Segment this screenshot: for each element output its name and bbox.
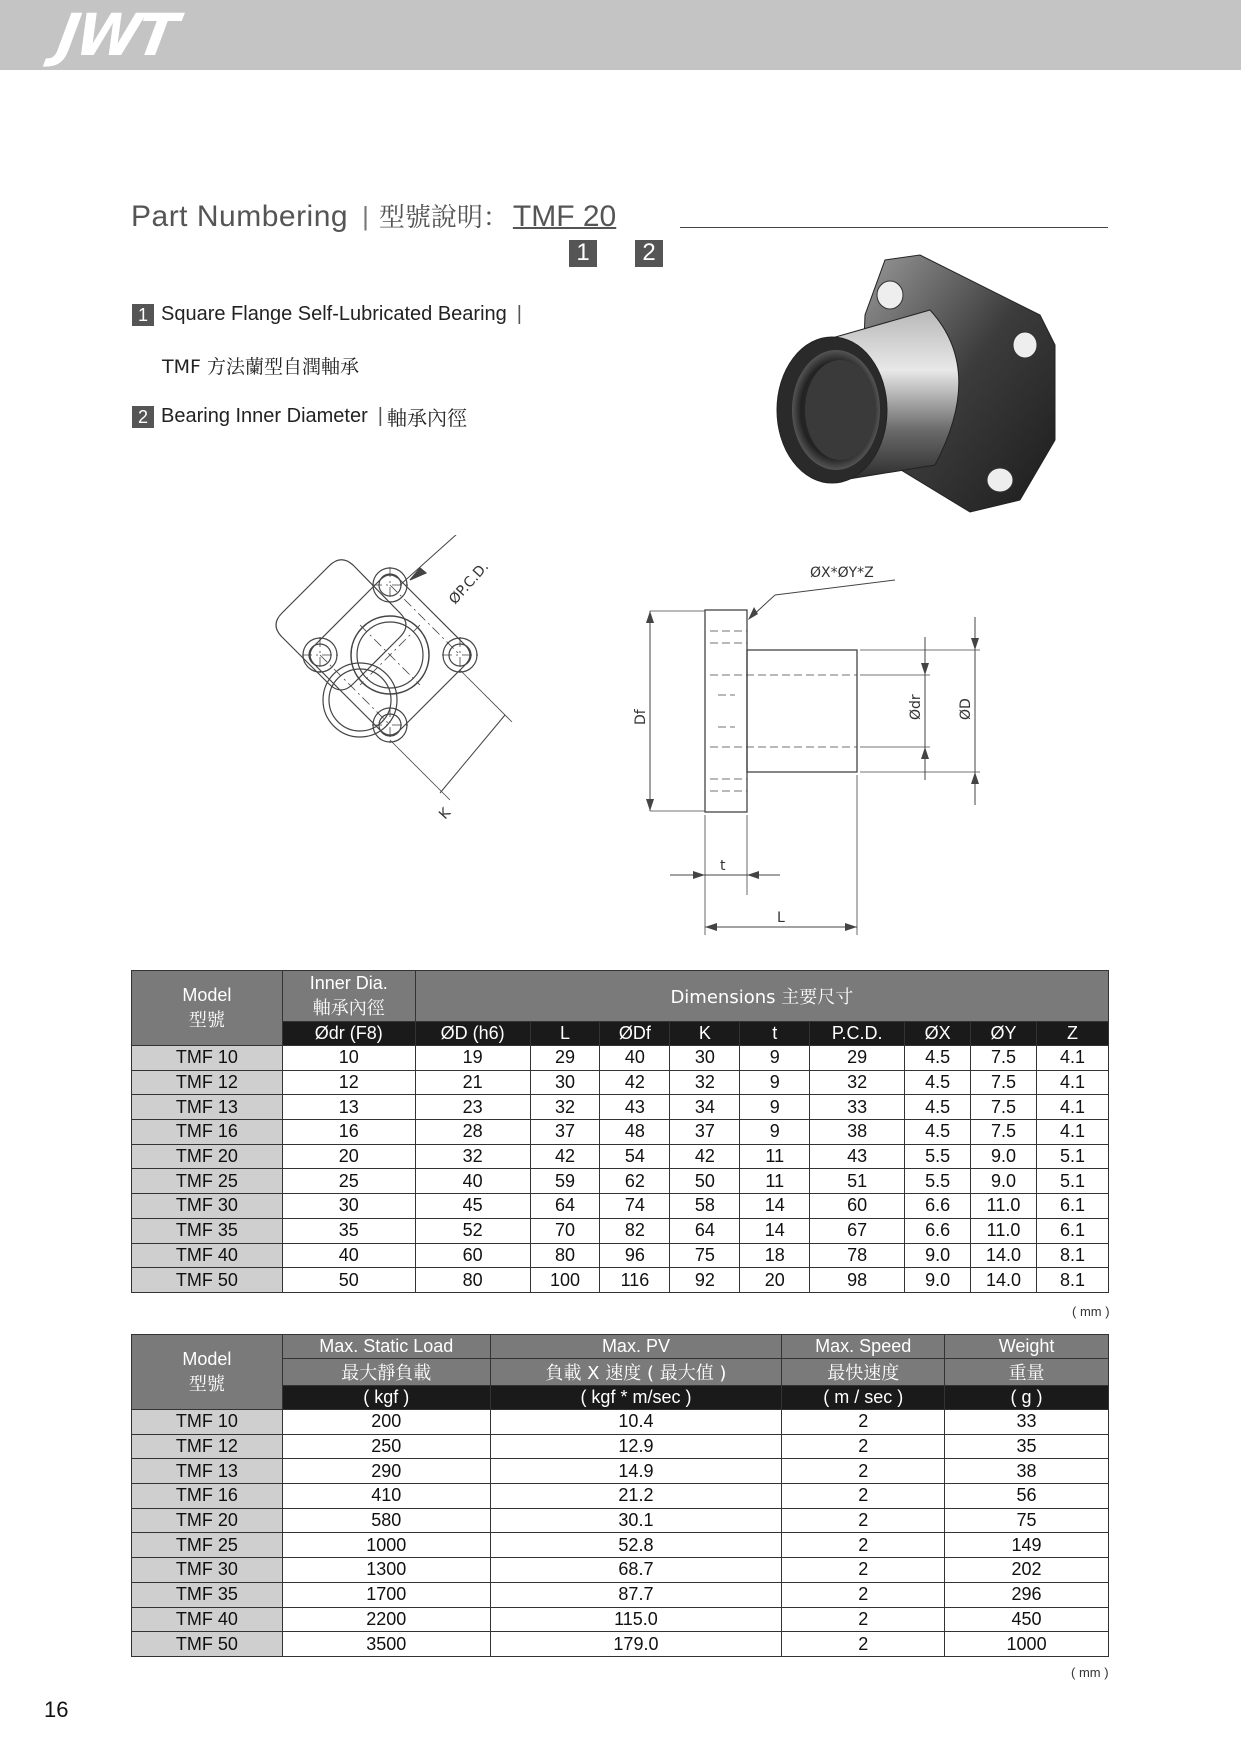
value-cell: 23 (415, 1095, 530, 1120)
value-cell: 32 (530, 1095, 600, 1120)
value-cell: 37 (670, 1120, 740, 1145)
d-label: ØD (958, 698, 974, 720)
table-row (132, 1533, 1109, 1558)
value-cell: 19 (415, 1046, 530, 1071)
load-col-header-cn: 最大靜負載 (282, 1359, 490, 1386)
hole-label: ØX*ØY*Z (810, 565, 874, 581)
value-cell: 4.5 (905, 1095, 971, 1120)
legend-number-2: 2 (132, 406, 154, 428)
value-cell: 450 (945, 1607, 1109, 1632)
col-model-header-2 (132, 1335, 283, 1410)
table-row (132, 1169, 1109, 1194)
value-cell: 30 (670, 1046, 740, 1071)
load-col-header: Max. Speed (782, 1335, 945, 1359)
table-row (132, 1095, 1109, 1120)
value-cell: 6.6 (905, 1194, 971, 1219)
load-col-unit: ( kgf * m/sec ) (490, 1386, 782, 1410)
l-label: L (777, 910, 785, 926)
value-cell: 38 (810, 1120, 905, 1145)
value-cell: 14.0 (971, 1243, 1037, 1268)
value-cell: 14.0 (971, 1268, 1037, 1293)
value-cell: 4.5 (905, 1070, 971, 1095)
part-numbering-label: Part Numbering (131, 200, 349, 233)
model-cell: TMF 40 (132, 1243, 283, 1268)
value-cell: 7.5 (971, 1120, 1037, 1145)
value-cell: 74 (600, 1194, 670, 1219)
table-row (132, 1582, 1109, 1607)
k-label: K (436, 805, 455, 823)
value-cell: 9 (740, 1120, 810, 1145)
value-cell: 9.0 (905, 1243, 971, 1268)
value-cell: 12 (282, 1070, 415, 1095)
value-cell: 250 (282, 1434, 490, 1459)
value-cell: 115.0 (490, 1607, 782, 1632)
legend-text-2: Bearing Inner Diameter (161, 405, 368, 427)
value-cell: 60 (415, 1243, 530, 1268)
value-cell: 14.9 (490, 1459, 782, 1484)
table-row (132, 1243, 1109, 1268)
value-cell: 8.1 (1036, 1268, 1108, 1293)
dim-subheader: K (670, 1022, 740, 1046)
model-cell: TMF 10 (132, 1410, 283, 1435)
dim-subheader: ØX (905, 1022, 971, 1046)
value-cell: 18 (740, 1243, 810, 1268)
value-cell: 11 (740, 1169, 810, 1194)
dimensions-header: Dimensions 主要尺寸 (415, 971, 1108, 1022)
part-code (513, 200, 616, 234)
model-cell: TMF 20 (132, 1144, 283, 1169)
load-col-header: Max. Static Load (282, 1335, 490, 1359)
value-cell: 30 (530, 1070, 600, 1095)
model-cell: TMF 10 (132, 1046, 283, 1071)
value-cell: 48 (600, 1120, 670, 1145)
value-cell: 42 (530, 1144, 600, 1169)
col-inner-header (282, 971, 415, 1022)
value-cell: 54 (600, 1144, 670, 1169)
value-cell: 64 (530, 1194, 600, 1219)
value-cell: 56 (945, 1484, 1109, 1509)
brand-logo: JWT (52, 1, 181, 69)
table-row (132, 1046, 1109, 1071)
table-row (132, 1410, 1109, 1435)
value-cell: 25 (282, 1169, 415, 1194)
value-cell: 92 (670, 1268, 740, 1293)
value-cell: 100 (530, 1268, 600, 1293)
value-cell: 12.9 (490, 1434, 782, 1459)
value-cell: 33 (810, 1095, 905, 1120)
model-cell: TMF 16 (132, 1484, 283, 1509)
value-cell: 20 (282, 1144, 415, 1169)
value-cell: 43 (600, 1095, 670, 1120)
dimensions-table (131, 970, 1109, 1293)
table-row (132, 1632, 1109, 1657)
value-cell: 9 (740, 1046, 810, 1071)
dr-label: Ødr (908, 694, 924, 720)
dim-subheader: P.C.D. (810, 1022, 905, 1046)
value-cell: 410 (282, 1484, 490, 1509)
value-cell: 2 (782, 1632, 945, 1657)
value-cell: 40 (282, 1243, 415, 1268)
legend-text-2-cn: 軸承內徑 (386, 406, 467, 430)
value-cell: 32 (415, 1144, 530, 1169)
value-cell: 1000 (282, 1533, 490, 1558)
value-cell: 78 (810, 1243, 905, 1268)
table-row (132, 1070, 1109, 1095)
model-header-cn-2: 型號 (188, 1373, 225, 1395)
value-cell: 33 (945, 1410, 1109, 1435)
value-cell: 4.5 (905, 1046, 971, 1071)
value-cell: 1700 (282, 1582, 490, 1607)
value-cell: 10.4 (490, 1410, 782, 1435)
t-label: t (720, 858, 726, 874)
value-cell: 2 (782, 1582, 945, 1607)
value-cell: 2200 (282, 1607, 490, 1632)
table-row (132, 1194, 1109, 1219)
value-cell: 59 (530, 1169, 600, 1194)
legend-bar-1: | (516, 303, 522, 325)
legend-item-1 (132, 303, 522, 326)
model-cell: TMF 35 (132, 1218, 283, 1243)
model-cell: TMF 16 (132, 1120, 283, 1145)
value-cell: 9 (740, 1070, 810, 1095)
table-row (132, 1434, 1109, 1459)
technical-drawing (240, 535, 1000, 945)
model-cell: TMF 30 (132, 1194, 283, 1219)
value-cell: 34 (670, 1095, 740, 1120)
table-row (132, 1144, 1109, 1169)
model-header-en-2: Model (182, 1348, 232, 1369)
value-cell: 5.1 (1036, 1169, 1108, 1194)
value-cell: 38 (945, 1459, 1109, 1484)
load-col-unit: ( kgf ) (282, 1386, 490, 1410)
inner-header-en: Inner Dia. (309, 972, 388, 993)
value-cell: 14 (740, 1218, 810, 1243)
legend-text-1: Square Flange Self-Lubricated Bearing (161, 303, 507, 325)
dim-subheader: t (740, 1022, 810, 1046)
load-col-header: Weight (945, 1335, 1109, 1359)
legend-number-1: 1 (132, 304, 154, 326)
value-cell: 43 (810, 1144, 905, 1169)
value-cell: 70 (530, 1218, 600, 1243)
load-col-header-cn: 負載 X 速度 ( 最大值 ) (490, 1359, 782, 1386)
model-cell: TMF 30 (132, 1558, 283, 1583)
value-cell: 4.1 (1036, 1046, 1108, 1071)
load-col-header: Max. PV (490, 1335, 782, 1359)
table-row (132, 1218, 1109, 1243)
value-cell: 7.5 (971, 1046, 1037, 1071)
table-row (132, 1558, 1109, 1583)
value-cell: 149 (945, 1533, 1109, 1558)
value-cell: 10 (282, 1046, 415, 1071)
value-cell: 32 (670, 1070, 740, 1095)
value-cell: 11.0 (971, 1218, 1037, 1243)
part-numbering-title (131, 198, 616, 234)
load-table (131, 1334, 1109, 1657)
table1-unit: ( mm ) (1072, 1304, 1110, 1319)
dim-subheader: ØDf (600, 1022, 670, 1046)
load-col-unit: ( g ) (945, 1386, 1109, 1410)
value-cell: 5.5 (905, 1144, 971, 1169)
code-index-2: 2 (635, 240, 663, 267)
value-cell: 67 (810, 1218, 905, 1243)
value-cell: 52 (415, 1218, 530, 1243)
model-cell: TMF 50 (132, 1632, 283, 1657)
value-cell: 3500 (282, 1632, 490, 1657)
value-cell: 9 (740, 1095, 810, 1120)
value-cell: 2 (782, 1434, 945, 1459)
value-cell: 9.0 (905, 1268, 971, 1293)
value-cell: 1300 (282, 1558, 490, 1583)
value-cell: 2 (782, 1533, 945, 1558)
value-cell: 6.6 (905, 1218, 971, 1243)
value-cell: 58 (670, 1194, 740, 1219)
value-cell: 290 (282, 1459, 490, 1484)
table-row (132, 1268, 1109, 1293)
value-cell: 8.1 (1036, 1243, 1108, 1268)
value-cell: 80 (530, 1243, 600, 1268)
value-cell: 6.1 (1036, 1194, 1108, 1219)
value-cell: 1000 (945, 1632, 1109, 1657)
value-cell: 62 (600, 1169, 670, 1194)
value-cell: 20 (740, 1268, 810, 1293)
value-cell: 37 (530, 1120, 600, 1145)
table-row (132, 1120, 1109, 1145)
model-cell: TMF 35 (132, 1582, 283, 1607)
value-cell: 21.2 (490, 1484, 782, 1509)
value-cell: 35 (945, 1434, 1109, 1459)
value-cell: 50 (670, 1169, 740, 1194)
value-cell: 11 (740, 1144, 810, 1169)
value-cell: 2 (782, 1410, 945, 1435)
value-cell: 35 (282, 1218, 415, 1243)
value-cell: 202 (945, 1558, 1109, 1583)
part-numbering-label-cn: 型號說明： (378, 203, 509, 233)
value-cell: 40 (600, 1046, 670, 1071)
model-cell: TMF 40 (132, 1607, 283, 1632)
value-cell: 60 (810, 1194, 905, 1219)
value-cell: 2 (782, 1459, 945, 1484)
inner-header-cn: 軸承內徑 (312, 997, 385, 1019)
table-row (132, 1508, 1109, 1533)
value-cell: 75 (670, 1243, 740, 1268)
df-label: Df (633, 709, 649, 725)
value-cell: 4.1 (1036, 1095, 1108, 1120)
page-number: 16 (44, 1697, 69, 1722)
value-cell: 4.5 (905, 1120, 971, 1145)
value-cell: 5.1 (1036, 1144, 1108, 1169)
value-cell: 179.0 (490, 1632, 782, 1657)
dim-subheader: ØD (h6) (415, 1022, 530, 1046)
value-cell: 2 (782, 1607, 945, 1632)
value-cell: 5.5 (905, 1169, 971, 1194)
model-cell: TMF 13 (132, 1095, 283, 1120)
value-cell: 13 (282, 1095, 415, 1120)
value-cell: 296 (945, 1582, 1109, 1607)
value-cell: 30 (282, 1194, 415, 1219)
value-cell: 2 (782, 1558, 945, 1583)
col-model-header (132, 971, 283, 1046)
dim-subheader: Ødr (F8) (282, 1022, 415, 1046)
model-cell: TMF 20 (132, 1508, 283, 1533)
value-cell: 75 (945, 1508, 1109, 1533)
dim-subheader: L (530, 1022, 600, 1046)
model-cell: TMF 12 (132, 1070, 283, 1095)
value-cell: 7.5 (971, 1095, 1037, 1120)
value-cell: 32 (810, 1070, 905, 1095)
title-rule (680, 227, 1108, 228)
value-cell: 50 (282, 1268, 415, 1293)
load-col-header-cn: 重量 (945, 1359, 1109, 1386)
value-cell: 16 (282, 1120, 415, 1145)
table-row (132, 1607, 1109, 1632)
value-cell: 64 (670, 1218, 740, 1243)
value-cell: 40 (415, 1169, 530, 1194)
value-cell: 11.0 (971, 1194, 1037, 1219)
value-cell: 200 (282, 1410, 490, 1435)
value-cell: 6.1 (1036, 1218, 1108, 1243)
load-col-unit: ( m / sec ) (782, 1386, 945, 1410)
model-cell: TMF 25 (132, 1533, 283, 1558)
value-cell: 68.7 (490, 1558, 782, 1583)
table-row (132, 1484, 1109, 1509)
value-cell: 80 (415, 1268, 530, 1293)
dim-subheader: Z (1036, 1022, 1108, 1046)
model-header-en: Model (182, 984, 232, 1005)
value-cell: 52.8 (490, 1533, 782, 1558)
legend-item-2 (132, 402, 467, 431)
value-cell: 21 (415, 1070, 530, 1095)
table-row (132, 1459, 1109, 1484)
part-code-text: TMF 20 (512, 200, 617, 233)
value-cell: 98 (810, 1268, 905, 1293)
load-col-header-cn: 最快速度 (782, 1359, 945, 1386)
header-band (0, 0, 1241, 70)
value-cell: 96 (600, 1243, 670, 1268)
value-cell: 580 (282, 1508, 490, 1533)
model-cell: TMF 25 (132, 1169, 283, 1194)
value-cell: 4.1 (1036, 1120, 1108, 1145)
model-cell: TMF 12 (132, 1434, 283, 1459)
value-cell: 9.0 (971, 1144, 1037, 1169)
value-cell: 30.1 (490, 1508, 782, 1533)
value-cell: 51 (810, 1169, 905, 1194)
value-cell: 14 (740, 1194, 810, 1219)
dim-subheader: ØY (971, 1022, 1037, 1046)
model-cell: TMF 13 (132, 1459, 283, 1484)
value-cell: 29 (530, 1046, 600, 1071)
value-cell: 42 (670, 1144, 740, 1169)
title-separator: | (362, 201, 369, 231)
value-cell: 42 (600, 1070, 670, 1095)
value-cell: 45 (415, 1194, 530, 1219)
value-cell: 28 (415, 1120, 530, 1145)
value-cell: 82 (600, 1218, 670, 1243)
value-cell: 9.0 (971, 1169, 1037, 1194)
legend-bar-2: | (377, 405, 383, 427)
bearing-product-image (770, 250, 1070, 540)
value-cell: 116 (600, 1268, 670, 1293)
value-cell: 29 (810, 1046, 905, 1071)
model-cell: TMF 50 (132, 1268, 283, 1293)
legend-item-1-cn: TMF 方法蘭型自潤軸承 (162, 356, 359, 378)
value-cell: 2 (782, 1508, 945, 1533)
model-header-cn: 型號 (188, 1009, 225, 1031)
value-cell: 7.5 (971, 1070, 1037, 1095)
value-cell: 87.7 (490, 1582, 782, 1607)
value-cell: 2 (782, 1484, 945, 1509)
value-cell: 4.1 (1036, 1070, 1108, 1095)
code-index-1: 1 (569, 240, 597, 267)
pcd-label: ØP.C.D. (446, 558, 493, 608)
table2-unit: ( mm ) (1071, 1665, 1109, 1680)
